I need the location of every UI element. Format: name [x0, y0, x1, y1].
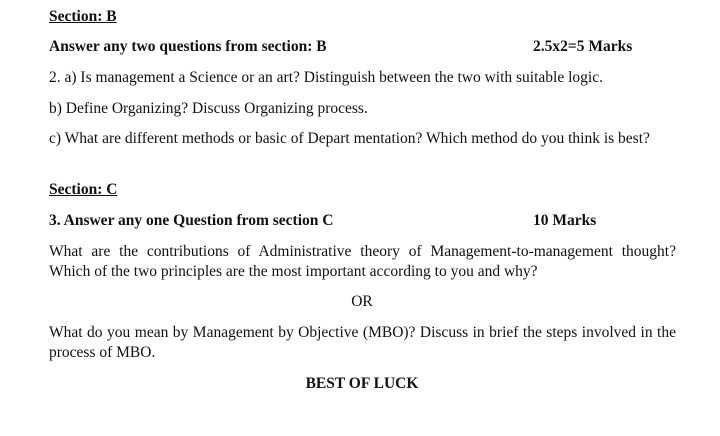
question-2a: 2. a) Is management a Science or an art? Distinguish between the two with suitable logic.	[49, 69, 603, 86]
section-c-instruction: 3. Answer any one Question from section C	[49, 212, 334, 229]
section-c-marks: 10 Marks	[533, 212, 597, 229]
section-c-heading: Section: C	[49, 181, 118, 198]
question-3-option-1: What are the contributions of Administrative theory of Management-to-management thought? Which of the two principles are the most important according to you and why?	[49, 243, 676, 280]
section-b-heading: Section: B	[49, 8, 117, 25]
or-separator: OR	[351, 293, 373, 310]
question-3-option-2: What do you mean by Management by Objective (MBO)? Discuss in brief the steps involved in the process of MBO.	[49, 324, 676, 361]
section-b-marks: 2.5x2=5 Marks	[533, 38, 633, 55]
closing-text: BEST OF LUCK	[305, 375, 419, 392]
question-2c: c) What are different methods or basic of Depart mentation? Which method do you think is best?	[49, 130, 650, 147]
question-2b: b) Define Organizing? Discuss Organizing process.	[49, 100, 368, 117]
section-b-instruction: Answer any two questions from section: B	[49, 38, 327, 55]
